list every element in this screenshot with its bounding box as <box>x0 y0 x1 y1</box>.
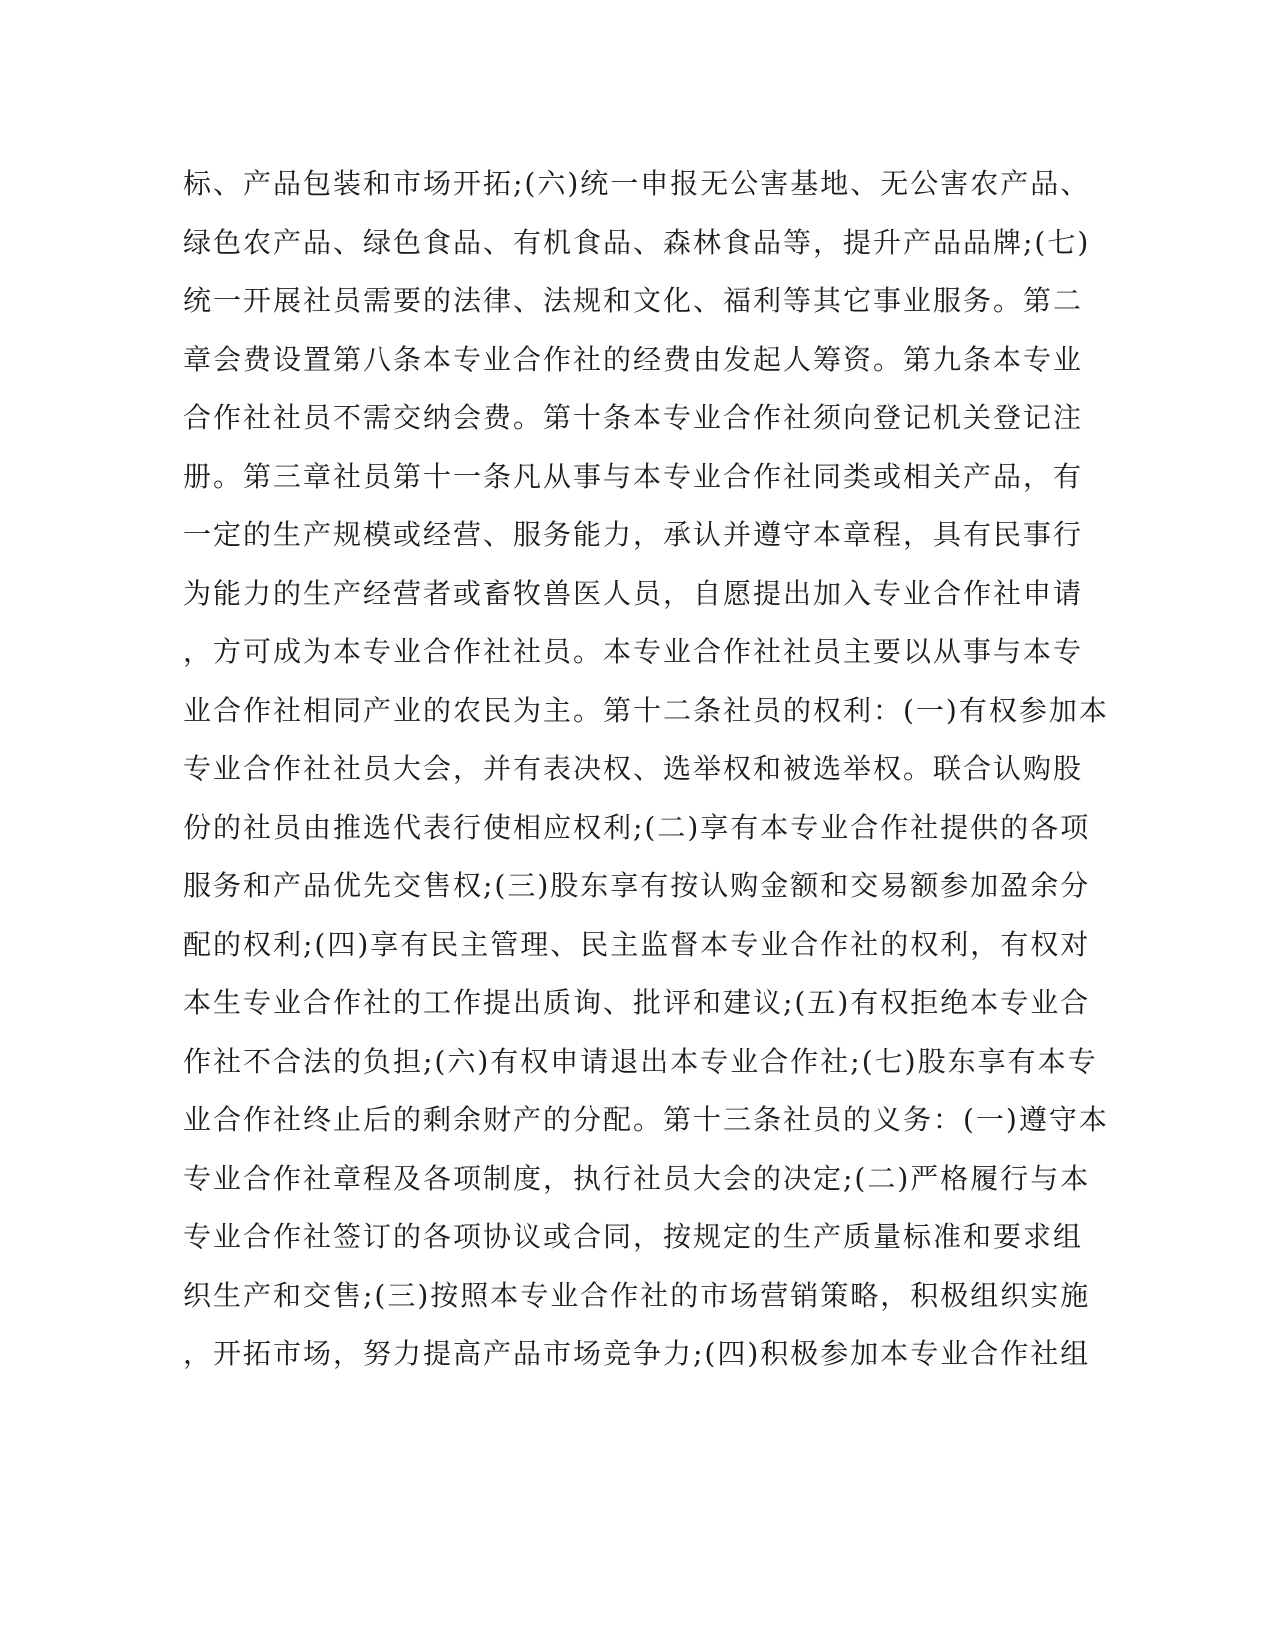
text-line: ，开拓市场，努力提高产品市场竞争力;(四)积极参加本专业合作社组 <box>183 1337 1091 1370</box>
text-line: 配的权利;(四)享有民主管理、民主监督本专业合作社的权利，有权对 <box>183 928 1091 961</box>
text-line: 专业合作社章程及各项制度，执行社员大会的决定;(二)严格履行与本 <box>183 1162 1091 1195</box>
text-line: 标、产品包装和市场开拓;(六)统一申报无公害基地、无公害农产品、 <box>183 167 1091 200</box>
text-line: ，方可成为本专业合作社社员。本专业合作社社员主要以从事与本专 <box>183 635 1084 668</box>
text-line: 份的社员由推选代表行使相应权利;(二)享有本专业合作社提供的各项 <box>183 811 1091 844</box>
text-line: 本生专业合作社的工作提出质询、批评和建议;(五)有权拒绝本专业合 <box>183 986 1091 1019</box>
text-line: 业合作社终止后的剩余财产的分配。第十三条社员的义务：(一)遵守本 <box>183 1103 1109 1136</box>
text-line: 合作社社员不需交纳会费。第十条本专业合作社须向登记机关登记注 <box>183 401 1084 434</box>
text-line: 业合作社相同产业的农民为主。第十二条社员的权利：(一)有权参加本 <box>183 694 1109 727</box>
text-line: 册。第三章社员第十一条凡从事与本专业合作社同类或相关产品，有 <box>183 460 1084 493</box>
text-line: 章会费设置第八条本专业合作社的经费由发起人筹资。第九条本专业 <box>183 343 1084 376</box>
text-line: 作社不合法的负担;(六)有权申请退出本专业合作社;(七)股东享有本专 <box>183 1045 1098 1078</box>
text-line: 专业合作社签订的各项协议或合同，按规定的生产质量标准和要求组 <box>183 1220 1084 1253</box>
text-line: 织生产和交售;(三)按照本专业合作社的市场营销策略，积极组织实施 <box>183 1279 1091 1312</box>
text-line: 专业合作社社员大会，并有表决权、选举权和被选举权。联合认购股 <box>183 752 1084 785</box>
text-line: 统一开展社员需要的法律、法规和文化、福利等其它事业服务。第二 <box>183 284 1084 317</box>
text-line: 服务和产品优先交售权;(三)股东享有按认购金额和交易额参加盈余分 <box>183 869 1091 902</box>
text-line: 一定的生产规模或经营、服务能力，承认并遵守本章程，具有民事行 <box>183 518 1084 551</box>
text-line: 为能力的生产经营者或畜牧兽医人员，自愿提出加入专业合作社申请 <box>183 577 1084 610</box>
text-line: 绿色农产品、绿色食品、有机食品、森林食品等，提升产品品牌;(七) <box>183 226 1091 259</box>
